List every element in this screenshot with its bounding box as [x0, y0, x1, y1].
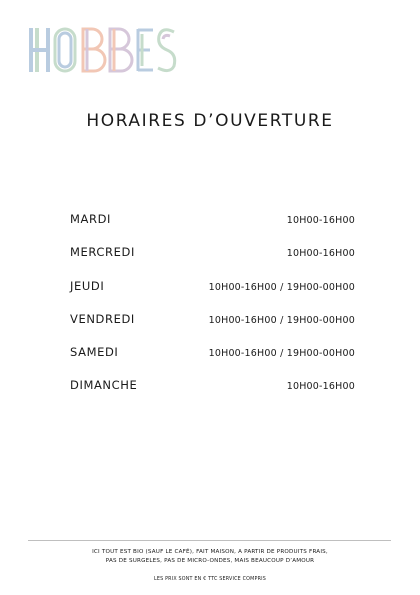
schedule-row-mardi	[70, 212, 355, 245]
footer-line-2: PAS DE SURGELES, PAS DE MICRO-ONDES, MAIS BEAUCOUP D’AMOUR	[105, 558, 315, 564]
hours-value: 10H00-16H00	[286, 248, 355, 260]
hours-value: 10H00-16H00	[286, 381, 355, 393]
day-label: VENDREDI	[70, 311, 135, 326]
day-label: MERCREDI	[70, 245, 135, 260]
footer-note	[0, 548, 420, 566]
hours-value: 10H00-16H00	[286, 215, 355, 226]
footer-divider	[28, 540, 391, 541]
schedule-row-mercredi	[70, 245, 355, 278]
day-label: DIMANCHE	[70, 378, 138, 393]
day-label: SAMEDI	[70, 345, 119, 360]
schedule-row-vendredi	[70, 312, 355, 345]
schedule-row-samedi	[70, 345, 355, 378]
schedule-row-dimanche	[70, 378, 355, 411]
day-label: MARDI	[70, 212, 112, 226]
page-title: HORAIRES D’OUVERTURE	[86, 111, 334, 132]
day-label: JEUDI	[70, 278, 105, 293]
hours-value: 10H00-16H00 / 19H00-00H00	[208, 314, 355, 326]
hobbes-logo	[28, 26, 180, 74]
opening-hours-list	[70, 212, 355, 412]
footer-line-1: ICI TOUT EST BIO (SAUF LE CAFÉ), FAIT MAISON, A PARTIR DE PRODUITS FRAIS,	[92, 549, 328, 555]
footer-prices-note: LES PRIX SONT EN € TTC SERVICE COMPRIS	[154, 577, 266, 582]
hours-value: 10H00-16H00 / 19H00-00H00	[208, 348, 355, 360]
hours-value: 10H00-16H00 / 19H00-00H00	[208, 281, 355, 293]
schedule-row-jeudi	[70, 279, 355, 312]
